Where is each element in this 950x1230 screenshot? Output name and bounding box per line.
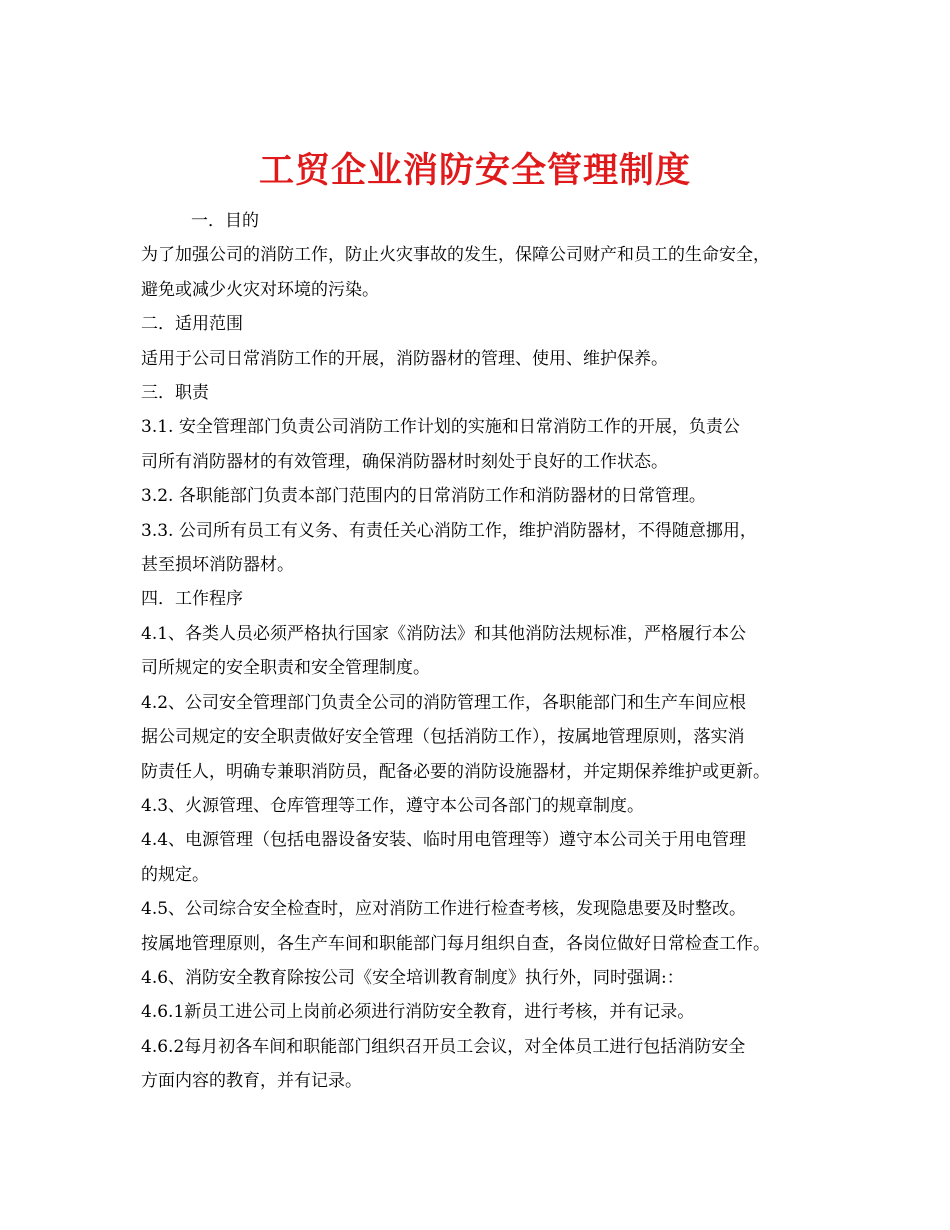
body-line: 按属地管理原则，各生产车间和职能部门每月组织自查，各岗位做好日常检查工作。 bbox=[141, 933, 770, 954]
document-title: 工贸企业消防安全管理制度 bbox=[258, 150, 691, 192]
body-line: 4.5、公司综合安全检查时，应对消防工作进行检查考核，发现隐患要及时整改。 bbox=[141, 899, 747, 920]
body-line: 4.1、各类人员必须严格执行国家《消防法》和其他消防法规标准，严格履行本公 bbox=[141, 623, 747, 644]
section-heading-responsibilities: 三．职责 bbox=[141, 383, 209, 404]
body-line: 司所规定的安全职责和安全管理制度。 bbox=[141, 658, 430, 679]
body-line: 的规定。 bbox=[141, 864, 209, 885]
body-line: 甚至损坏消防器材。 bbox=[141, 555, 294, 576]
body-line: 适用于公司日常消防工作的开展，消防器材的管理、使用、维护保养。 bbox=[141, 348, 668, 369]
section-heading-purpose: 一．目的 bbox=[191, 211, 259, 231]
section-heading-procedures: 四．工作程序 bbox=[141, 589, 243, 610]
body-line: 4.6、消防安全教育除按公司《安全培训教育制度》执行外，同时强调:： bbox=[141, 967, 684, 988]
body-line: 3.1. 安全管理部门负责公司消防工作计划的实施和日常消防工作的开展，负责公 bbox=[141, 417, 740, 438]
body-line: 据公司规定的安全职责做好安全管理（包括消防工作），按属地管理原则，落实消 bbox=[141, 727, 745, 748]
body-line: 方面内容的教育，并有记录。 bbox=[141, 1071, 362, 1092]
body-line: 司所有消防器材的有效管理，确保消防器材时刻处于良好的工作状态。 bbox=[141, 451, 668, 472]
body-line: 4.6.1新员工进公司上岗前必须进行消防安全教育，进行考核，并有记录。 bbox=[141, 1002, 695, 1023]
body-line: 4.2、公司安全管理部门负责全公司的消防管理工作，各职能部门和生产车间应根 bbox=[141, 692, 747, 713]
body-line: 为了加强公司的消防工作，防止火灾事故的发生，保障公司财产和员工的生命安全， bbox=[141, 245, 770, 266]
body-line: 4.4、电源管理（包括电器设备安装、临时用电管理等）遵守本公司关于用电管理 bbox=[141, 830, 747, 851]
body-line: 3.2. 各职能部门负责本部门范围内的日常消防工作和消防器材的日常管理。 bbox=[141, 486, 706, 507]
body-line: 防责任人，明确专兼职消防员，配备必要的消防设施器材，并定期保养维护或更新。 bbox=[141, 761, 770, 782]
document-body bbox=[141, 204, 831, 1099]
body-line: 4.6.2每月初各车间和职能部门组织召开员工会议，对全体员工进行包括消防安全 bbox=[141, 1036, 746, 1057]
body-line: 避免或减少火灾对环境的污染。 bbox=[141, 279, 379, 300]
section-heading-scope: 二．适用范围 bbox=[141, 314, 243, 335]
body-line: 3.3. 公司所有员工有义务、有责任关心消防工作，维护消防器材，不得随意挪用， bbox=[141, 520, 757, 541]
body-line: 4.3、火源管理、仓库管理等工作，遵守本公司各部门的规章制度。 bbox=[141, 795, 645, 816]
